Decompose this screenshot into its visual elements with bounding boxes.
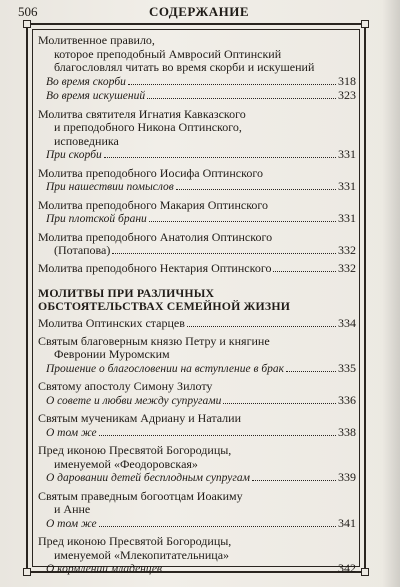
toc-subentry[interactable]: [38, 394, 356, 409]
toc-subentry[interactable]: [38, 517, 356, 532]
toc-entry-line: [38, 121, 356, 135]
toc-subentry-text: О том же: [46, 517, 97, 530]
toc-entry-text: Святым благоверным князю Петру и княгине: [38, 333, 270, 348]
toc-entry[interactable]: [38, 412, 356, 440]
table-of-contents: [38, 34, 356, 581]
toc-entry-line: [38, 458, 356, 472]
page-header: [18, 4, 380, 22]
toc-entry-text: благословлял читать во время скорби и искушений: [54, 60, 315, 74]
leader-dots: [112, 253, 336, 254]
toc-entry-line: [38, 490, 356, 504]
toc-subentry-text: При плотской брани: [46, 213, 147, 225]
leader-dots: [187, 326, 336, 327]
toc-entry-line: [38, 444, 356, 458]
toc-entry-line: [38, 335, 356, 349]
toc-entry-line: [38, 61, 356, 75]
toc-page-number: 331: [338, 211, 356, 225]
toc-page-number: 331: [338, 147, 356, 161]
leader-dots: [223, 403, 336, 404]
leader-dots: [286, 371, 336, 372]
leader-dots: [176, 189, 336, 190]
leader-dots: [273, 271, 336, 272]
toc-entry-line: [38, 244, 356, 258]
toc-entry-line: [38, 108, 356, 122]
toc-entry-line: [38, 380, 356, 394]
toc-page-number: 323: [338, 88, 356, 102]
entry-gap: [38, 577, 356, 581]
toc-entry-text: Молитва преподобного Нектария Оптинского: [38, 260, 272, 275]
toc-page-number: 341: [338, 515, 356, 530]
section-heading-line: МОЛИТВЫ ПРИ РАЗЛИЧНЫХ: [38, 286, 215, 300]
running-title: СОДЕРЖАНИЕ: [148, 4, 250, 19]
toc-entry-text: Святым мученикам Адриану и Наталии: [38, 411, 241, 425]
toc-entry[interactable]: [38, 490, 356, 532]
toc-entry-line: [38, 549, 356, 563]
leader-dots: [104, 157, 336, 158]
toc-entry-line: [38, 348, 356, 362]
toc-subentry-text: О кормлении младенцев: [46, 563, 163, 575]
toc-subentry-text: При нашествии помыслов: [46, 181, 174, 193]
toc-subentry[interactable]: [38, 180, 356, 195]
toc-entry-line: [38, 231, 356, 245]
toc-subentry[interactable]: [38, 562, 356, 577]
toc-entry-text: Молитва преподобного Иосифа Оптинского: [38, 165, 263, 180]
toc-page-number: 342: [338, 561, 356, 575]
toc-entry-line: [38, 48, 356, 62]
toc-entry[interactable]: [38, 34, 356, 104]
toc-page-number: 332: [338, 260, 356, 275]
toc-entry-text: Святым праведным богоотцам Иоакиму: [38, 488, 243, 503]
toc-entry[interactable]: [38, 231, 356, 258]
toc-page-number: 338: [338, 424, 356, 439]
leader-dots: [99, 526, 336, 527]
toc-entry-text: Пред иконою Пресвятой Богородицы,: [38, 534, 232, 548]
toc-entry-text: исповедника: [54, 133, 119, 148]
toc-entry[interactable]: [38, 167, 356, 195]
toc-entry-line: [38, 503, 356, 517]
toc-entry-line: [38, 535, 356, 549]
toc-subentry-text: О даровании детей бесплодным супругам: [46, 472, 250, 484]
toc-entry-text: которое преподобный Амвросий Оптинский: [54, 46, 282, 61]
toc-subentry-text: О том же: [46, 426, 97, 439]
leader-dots: [149, 221, 336, 222]
toc-page-number: 336: [338, 392, 356, 407]
toc-subentry-text: Прошение о благословении на вступление в брак: [46, 362, 284, 375]
toc-entry[interactable]: [38, 535, 356, 577]
toc-page-number: 332: [338, 243, 356, 257]
toc-subentry[interactable]: [38, 212, 356, 227]
toc-entry-text: именуемой «Феодоровская»: [54, 456, 198, 471]
toc-subentry[interactable]: [38, 426, 356, 441]
frame-corner: [361, 20, 369, 28]
toc-subentry-text: Во время скорби: [46, 75, 126, 88]
toc-entry-text: Молитва Оптинских старцев: [38, 316, 185, 330]
toc-page-number: 339: [338, 470, 356, 484]
toc-page-number: 331: [338, 179, 356, 193]
frame-corner: [361, 568, 369, 576]
toc-entry-line: [38, 412, 356, 426]
toc-entry[interactable]: [38, 262, 356, 276]
toc-entry[interactable]: [38, 335, 356, 377]
toc-entry-text: Февронии Муромским: [54, 347, 170, 361]
toc-entry-text: Молитва святителя Игнатия Кавказского: [38, 106, 246, 121]
toc-entry[interactable]: [38, 380, 356, 408]
toc-entry[interactable]: [38, 199, 356, 227]
frame-corner: [23, 20, 31, 28]
section-heading: [38, 287, 356, 313]
toc-entry-line: [38, 317, 356, 331]
toc-entry-line: [38, 34, 356, 48]
toc-page-number: 335: [338, 360, 356, 375]
frame-corner: [23, 568, 31, 576]
toc-page-number: 318: [338, 73, 356, 88]
toc-entry[interactable]: [38, 444, 356, 486]
leader-dots: [147, 98, 336, 99]
leader-dots: [128, 84, 336, 85]
toc-entry-text: Молитва преподобного Анатолия Оптинского: [38, 229, 273, 244]
leader-dots: [252, 480, 336, 481]
toc-subentry[interactable]: [38, 362, 356, 377]
leader-dots: [99, 435, 336, 436]
toc-entry-line: [38, 262, 356, 276]
toc-subentry[interactable]: [38, 148, 356, 163]
toc-subentry[interactable]: [38, 75, 356, 90]
toc-subentry-text: О совете и любви между супругами: [46, 394, 222, 407]
section-heading-line: ОБСТОЯТЕЛЬСТВАХ СЕМЕЙНОЙ ЖИЗНИ: [38, 299, 291, 313]
toc-entry-line: [38, 167, 356, 181]
leader-dots: [164, 571, 336, 572]
toc-subentry[interactable]: [38, 89, 356, 104]
toc-entry[interactable]: [38, 108, 356, 163]
toc-entry-text: Святому апостолу Симону Зилоту: [38, 379, 213, 393]
toc-entry-line: [38, 199, 356, 213]
spine-shadow: [382, 0, 400, 587]
page-number: 506: [18, 4, 38, 19]
toc-entry-line: [38, 135, 356, 149]
toc-subentry-text: При скорби: [46, 149, 102, 161]
toc-subentry-text: Во время искушений: [46, 90, 146, 102]
toc-entry-text: и Анне: [54, 502, 91, 516]
toc-entry-text: Пред иконою Пресвятой Богородицы,: [38, 443, 232, 457]
toc-entry-text: (Потапова): [54, 243, 111, 257]
toc-entry-text: и преподобного Никона Оптинского,: [54, 120, 242, 134]
toc-entry-text: именуемой «Млекопитательница»: [54, 547, 230, 562]
toc-subentry[interactable]: [38, 471, 356, 486]
toc-entry-text: Молитвенное правило,: [38, 33, 155, 47]
toc-entry[interactable]: [38, 317, 356, 331]
toc-entry-text: Молитва преподобного Макария Оптинского: [38, 197, 269, 212]
toc-page-number: 334: [338, 316, 356, 330]
